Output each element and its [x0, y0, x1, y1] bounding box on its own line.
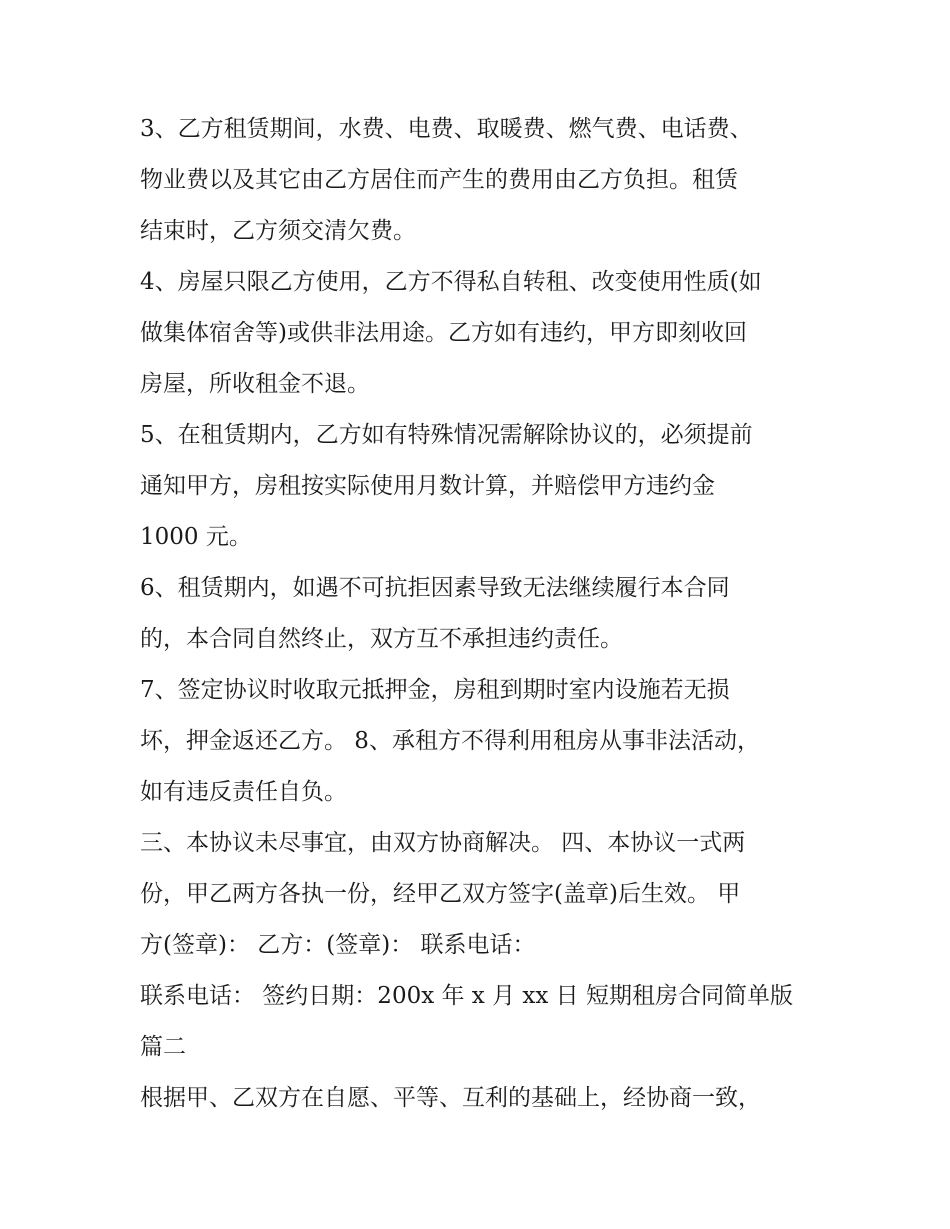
text-line: 根据甲、乙双方在自愿、平等、互利的基础上，经协商一致，: [140, 1085, 761, 1111]
text-line: 1000 元。: [140, 524, 252, 550]
text-line: 4、房屋只限乙方使用，乙方不得私自转租、改变使用性质(如: [140, 269, 762, 295]
text-line: 做集体宿舍等)或供非法用途。乙方如有违约，甲方即刻收回: [140, 320, 747, 346]
text-line: 的，本合同自然终止，双方互不承担违约责任。: [140, 626, 623, 652]
text-line: 联系电话： 签约日期：200x 年 x 月 xx 日 短期租房合同简单版: [140, 983, 793, 1009]
text-line: 篇二: [140, 1034, 186, 1060]
text-line: 通知甲方，房租按实际使用月数计算，并赔偿甲方违约金: [140, 473, 715, 499]
text-line: 房屋，所收租金不退。: [140, 371, 370, 397]
text-line: 7、签定协议时收取元抵押金，房租到期时室内设施若无损: [140, 677, 730, 703]
text-line: 如有违反责任自负。: [140, 779, 347, 805]
text-line: 物业费以及其它由乙方居住而产生的费用由乙方负担。租赁: [140, 167, 738, 193]
text-line: 方(签章)： 乙方：(签章)： 联系电话：: [140, 932, 536, 958]
text-line: 3、乙方租赁期间，水费、电费、取暖费、燃气费、电话费、: [140, 116, 753, 142]
text-line: 结束时，乙方须交清欠费。: [140, 218, 416, 244]
text-line: 坏，押金返还乙方。 8、承租方不得利用租房从事非法活动，: [140, 728, 760, 754]
text-line: 三、本协议未尽事宜，由双方协商解决。 四、本协议一式两: [140, 830, 746, 856]
text-line: 6、租赁期内，如遇不可抗拒因素导致无法继续履行本合同: [140, 575, 730, 601]
text-line: 5、在租赁期内，乙方如有特殊情况需解除协议的，必须提前: [140, 422, 753, 448]
text-line: 份，甲乙两方各执一份，经甲乙双方签字(盖章)后生效。 甲: [140, 881, 741, 907]
